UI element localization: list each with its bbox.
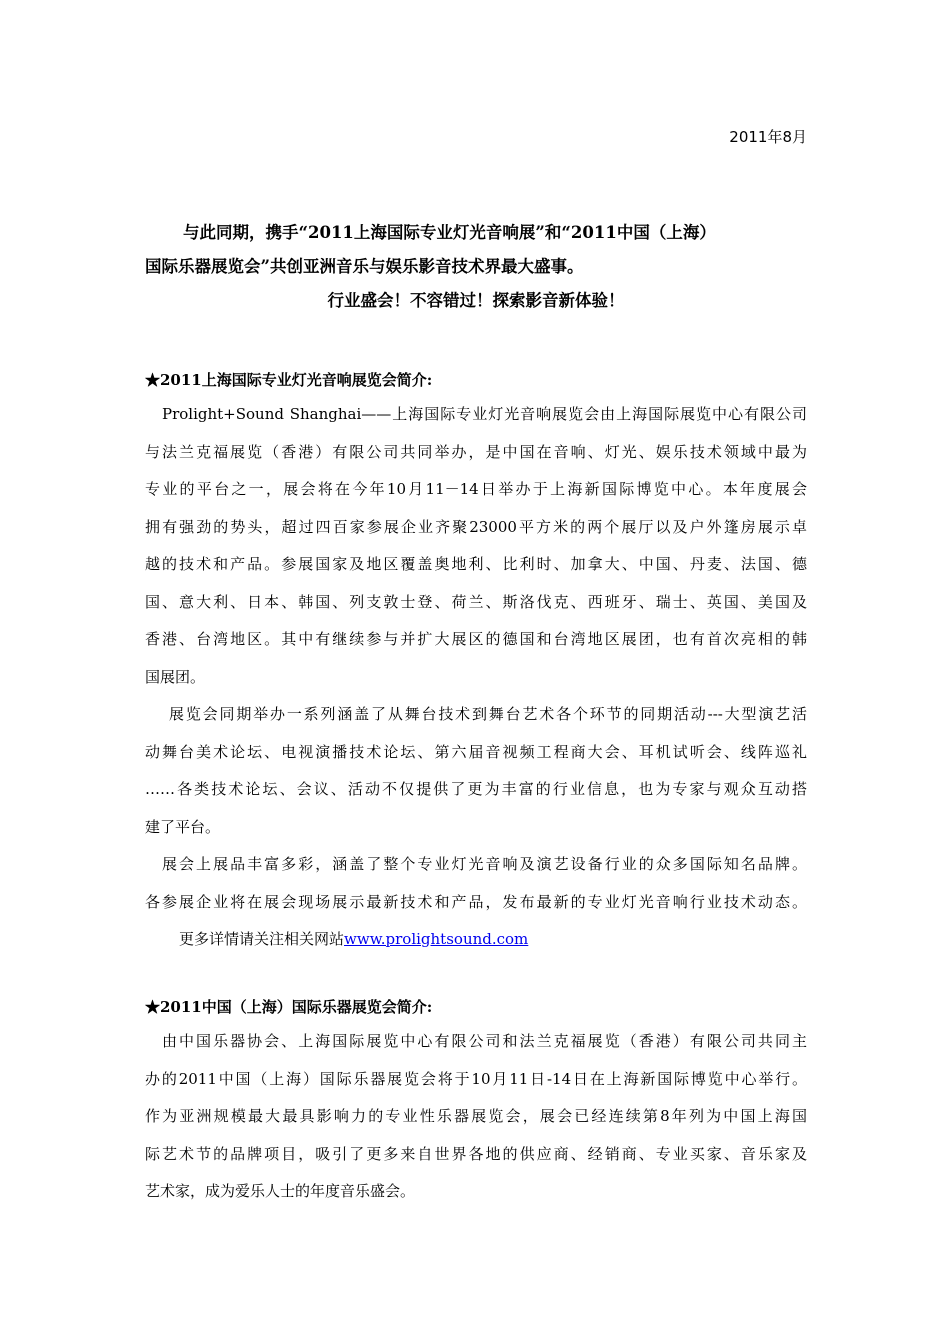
paragraph-line: 艺术家，成为爱乐人士的年度音乐盛会。 xyxy=(145,1182,416,1200)
paragraph-line: 由中国乐器协会、上海国际展览中心有限公司和法兰克福展览（香港）有限公司共同主 xyxy=(162,1032,807,1050)
paragraph-line: ……各类技术论坛、会议、活动不仅提供了更为丰富的行业信息，也为专家与观众互动搭 xyxy=(145,780,807,798)
more-info-line xyxy=(145,921,807,959)
paragraph-line: 作为亚洲规模最大最具影响力的专业性乐器展览会，展会已经连续第8年列为中国上海国 xyxy=(145,1107,807,1125)
document-date: 2011年8月 xyxy=(729,128,807,146)
paragraph-line: 展览会同期举办一系列涵盖了从舞台技术到舞台艺术各个环节的同期活动---大型演艺活 xyxy=(169,705,807,723)
prolightsound-link[interactable]: www.prolightsound.com xyxy=(344,930,529,948)
paragraph-line: Prolight+Sound Shanghai——上海国际专业灯光音响展览会由上海国际展览中心有限公司 xyxy=(162,405,807,423)
more-info-label: 更多详情请关注相关网站 xyxy=(179,930,345,948)
section-title: ★2011中国（上海）国际乐器展览会简介: xyxy=(145,998,433,1016)
section-music-china xyxy=(145,996,807,1018)
paragraph-line: 展会上展品丰富多彩，涵盖了整个专业灯光音响及演艺设备行业的众多国际知名品牌。 xyxy=(162,855,807,873)
intro-line: 国际乐器展览会”共创亚洲音乐与娱乐影音技术界最大盛事。 xyxy=(145,257,584,276)
paragraph-line: 际艺术节的品牌项目，吸引了更多来自世界各地的供应商、经销商、专业买家、音乐家及 xyxy=(145,1144,807,1163)
paragraph-line: 专业的平台之一，展会将在今年10月11－14日举办于上海新国际博览中心。本年度展会 xyxy=(145,480,807,498)
paragraph-line: 香港、台湾地区。其中有继续参与并扩大展区的德国和台湾地区展团，也有首次亮相的韩 xyxy=(145,630,807,648)
section-title: ★2011上海国际专业灯光音响展览会简介: xyxy=(145,371,433,389)
paragraph-line: 与法兰克福展览（香港）有限公司共同举办，是中国在音响、灯光、娱乐技术领域中最为 xyxy=(145,442,807,461)
section-prolight-sound xyxy=(145,369,807,391)
paragraph-line: 办的2011中国（上海）国际乐器展览会将于10月11日-14日在上海新国际博览中心举行。 xyxy=(145,1069,807,1088)
intro-line: 与此同期，携手“2011上海国际专业灯光音响展”和“2011中国（上海） xyxy=(183,223,716,242)
intro-slogan: 行业盛会！不容错过！探索影音新体验！ xyxy=(327,291,625,310)
section-prolight-body xyxy=(145,396,807,959)
paragraph-line: 拥有强劲的势头，超过四百家参展企业齐聚23000平方米的两个展厅以及户外篷房展示卓 xyxy=(145,517,807,536)
paragraph-line: 建了平台。 xyxy=(145,817,221,836)
intro-headline xyxy=(145,216,807,318)
paragraph-line: 越的技术和产品。参展国家及地区覆盖奥地利、比利时、加拿大、中国、丹麦、法国、德 xyxy=(145,555,807,573)
paragraph-line: 动舞台美术论坛、电视演播技术论坛、第六届音视频工程商大会、耳机试听会、线阵巡礼 xyxy=(145,742,807,761)
section-music-china-body xyxy=(145,1023,807,1211)
paragraph-line: 国展团。 xyxy=(145,667,206,686)
paragraph-line: 各参展企业将在展会现场展示最新技术和产品，发布最新的专业灯光音响行业技术动态。 xyxy=(145,892,807,911)
paragraph-line: 国、意大利、日本、韩国、列支敦士登、荷兰、斯洛伐克、西班牙、瑞士、英国、美国及 xyxy=(145,592,807,611)
